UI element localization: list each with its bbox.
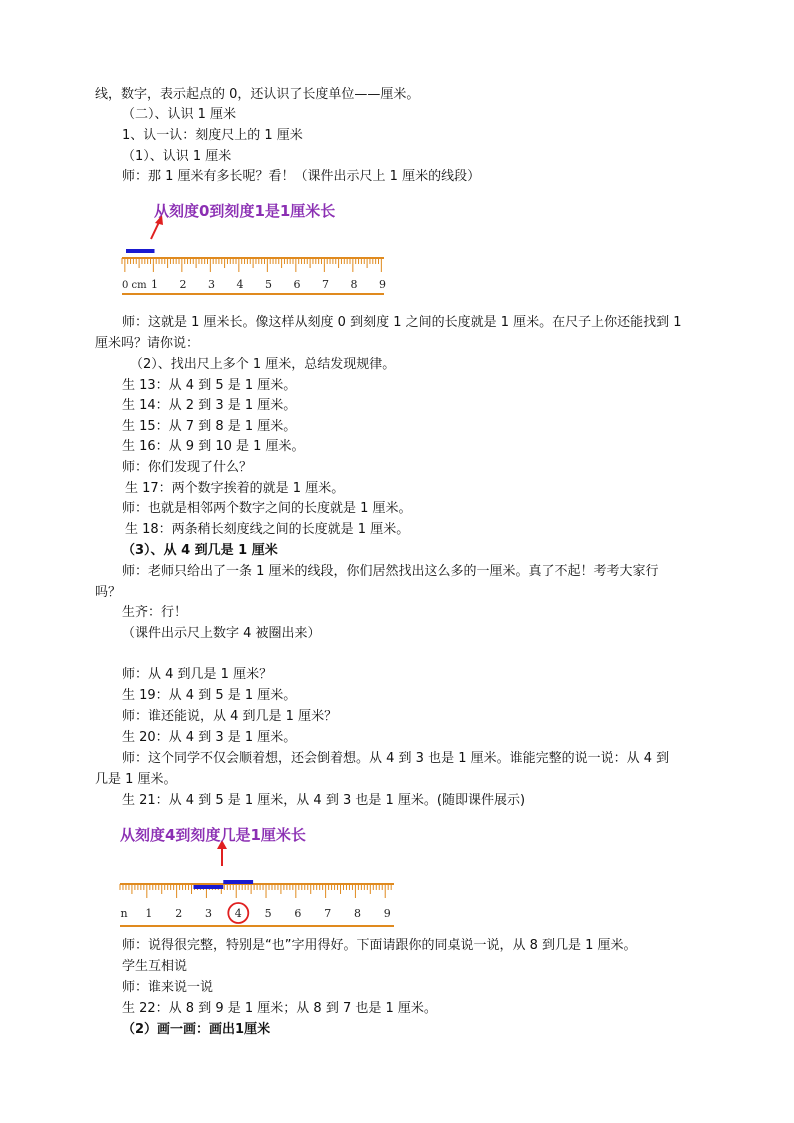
text-line: 师：谁来说一说: [122, 980, 214, 995]
text-line: 师：那 1 厘米有多长呢？看！（课件出示尺上 1 厘米的线段）: [122, 169, 481, 184]
ruler-number-label: 8: [350, 278, 358, 291]
ruler-figure-1: [118, 196, 388, 298]
text-line: （3）、从 4 到几是 1 厘米: [122, 543, 278, 558]
ruler-number-label: 5: [265, 278, 272, 291]
ruler-number-label: 9: [379, 278, 386, 291]
ruler-number-label: 1: [145, 907, 153, 920]
text-line: 生 13：从 4 到 5 是 1 厘米。: [122, 378, 297, 393]
ruler-number-label: 7: [322, 278, 329, 291]
ruler-number-label: 6: [294, 907, 302, 920]
ruler-number-label: 4: [236, 278, 244, 291]
text-line: 厘米吗？请你说：: [95, 336, 200, 351]
text-line: 生 17：两个数字挨着的就是 1 厘米。: [125, 481, 345, 496]
text-line: 吗？: [95, 585, 122, 600]
text-line: 生 22：从 8 到 9 是 1 厘米；从 8 到 7 也是 1 厘米。: [122, 1001, 437, 1016]
ruler-number-label: 8: [354, 907, 361, 920]
text-line: 师：老师只给出了一条 1 厘米的线段，你们居然找出这么多的一厘米。真了不起！考考大家行: [122, 564, 659, 579]
text-line: 师：谁还能说，从 4 到几是 1 厘米？: [122, 709, 338, 724]
text-line: 线，数字，表示起点的 0，还认识了长度单位——厘米。: [95, 87, 420, 102]
text-line: 师：你们发现了什么？: [122, 460, 253, 475]
text-line: 几是 1 厘米。: [95, 772, 177, 787]
text-line: 生齐：行！: [122, 605, 188, 620]
ruler-number-label: 2: [175, 907, 183, 920]
figure-2-caption: 从刻度4到刻度几是1厘米长: [120, 826, 306, 844]
segment-three-to-four: [194, 885, 224, 889]
text-line: （2）、找出尺上多个 1 厘米，总结发现规律。: [130, 357, 396, 372]
text-line: （1）、认识 1 厘米: [122, 149, 232, 164]
text-line: 生 21：从 4 到 5 是 1 厘米，从 4 到 3 也是 1 厘米。(随即课件展示): [122, 793, 526, 808]
text-line: 师：这就是 1 厘米长。像这样从刻度 0 到刻度 1 之间的长度就是 1 厘米。在尺子上你还能找到 1: [122, 315, 682, 330]
text-line: 生 19：从 4 到 5 是 1 厘米。: [122, 688, 297, 703]
figure-1-caption: 从刻度0到刻度1是1厘米长: [154, 202, 336, 220]
text-line: 生 15：从 7 到 8 是 1 厘米。: [122, 419, 297, 434]
ruler-unit-label: 0 cm: [122, 280, 147, 291]
ruler-number-label: 1: [151, 278, 158, 291]
text-line: 生 14：从 2 到 3 是 1 厘米。: [122, 398, 297, 413]
text-line: 学生互相说: [122, 959, 188, 974]
ruler-figure-2: [118, 822, 398, 930]
ruler-number-label: 4: [234, 907, 242, 920]
ruler-number-label: 3: [205, 907, 212, 920]
text-line: 师：也就是相邻两个数字之间的长度就是 1 厘米。: [122, 501, 412, 516]
ruler-number-label: n: [120, 907, 128, 920]
text-line: 师：说得很完整，特别是“也”字用得好。下面请跟你的同桌说一说，从 8 到几是 1 厘米。: [122, 938, 637, 953]
ruler-number-label: 3: [208, 278, 215, 291]
segment-four-to-five: [223, 880, 253, 884]
ruler-number-label: 7: [324, 907, 332, 920]
text-line: 生 20：从 4 到 3 是 1 厘米。: [122, 730, 297, 745]
text-line: （2）画一画：画出1厘米: [122, 1022, 271, 1037]
text-line: 生 16：从 9 到 10 是 1 厘米。: [122, 439, 305, 454]
ruler-number-label: 9: [383, 907, 391, 920]
text-line: （课件出示尺上数字 4 被圈出来）: [122, 626, 321, 641]
ruler-number-label: 5: [264, 907, 272, 920]
text-line: 1、认一认：刻度尺上的 1 厘米: [122, 128, 303, 143]
text-line: 师：从 4 到几是 1 厘米？: [122, 667, 273, 682]
ruler-number-label: 2: [179, 278, 187, 291]
text-line: 师：这个同学不仅会顺着想，还会倒着想。从 4 到 3 也是 1 厘米。谁能完整的说一说：从 4 到: [122, 751, 670, 766]
ruler-number-label: 6: [293, 278, 301, 291]
one-cm-segment: [126, 249, 155, 253]
text-line: 生 18：两条稍长刻度线之间的长度就是 1 厘米。: [125, 522, 410, 537]
text-line: （二）、认识 1 厘米: [122, 107, 237, 122]
